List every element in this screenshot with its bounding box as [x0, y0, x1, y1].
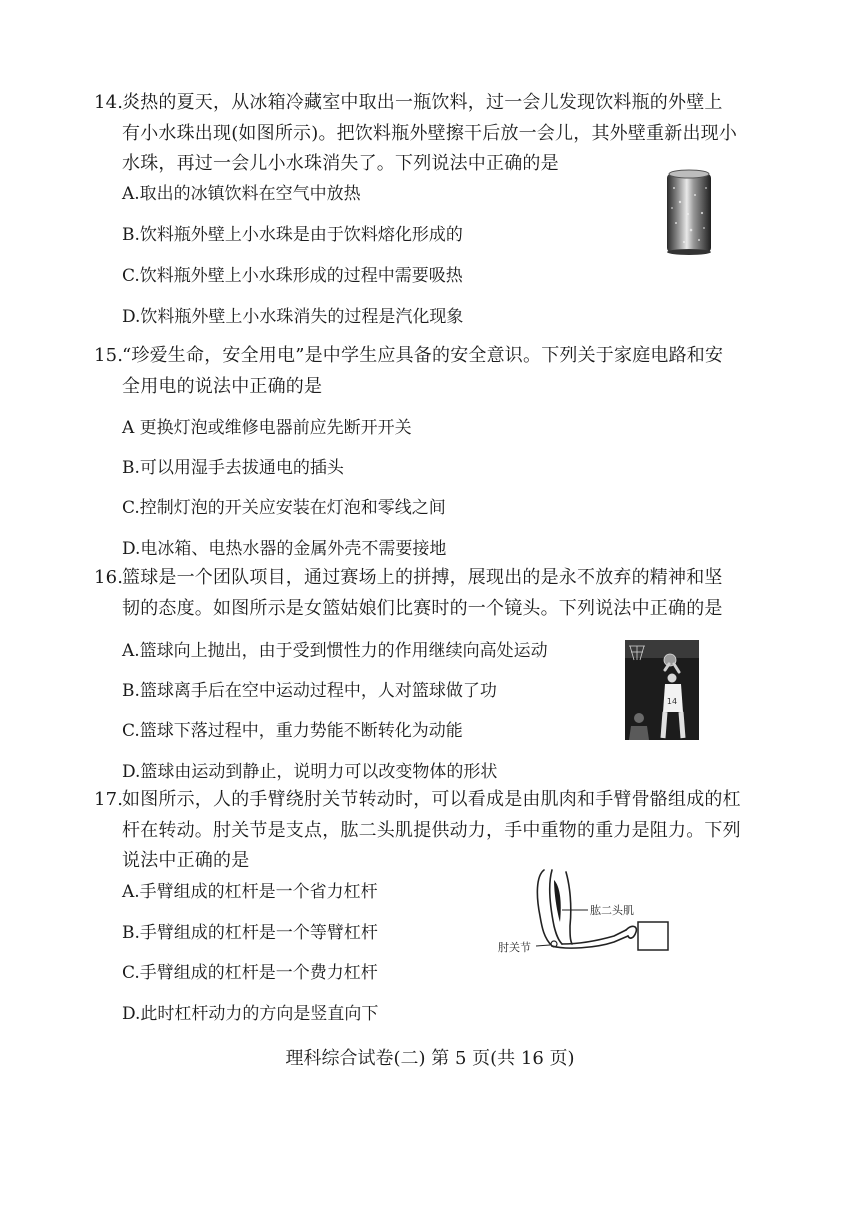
option-c: C.饮料瓶外壁上小水珠形成的过程中需要吸热 [122, 266, 463, 286]
question-number: 15. [94, 345, 124, 366]
basketball-photo [625, 640, 699, 740]
option-d: D.篮球由运动到静止，说明力可以改变物体的形状 [122, 762, 498, 782]
question-stem-line: 水珠，再过一会儿小水珠消失了。下列说法中正确的是 [122, 153, 559, 174]
option-b: B.可以用湿手去拔通电的插头 [122, 458, 344, 478]
jersey-number: 14 [666, 697, 678, 706]
option-a: A 更换灯泡或维修电器前应先断开开关 [122, 418, 412, 438]
question-stem-line: 韧的态度。如图所示是女篮姑娘们比赛时的一个镜头。下列说法中正确的是 [122, 598, 723, 619]
option-d: D.电冰箱、电热水器的金属外壳不需要接地 [122, 539, 447, 559]
question-stem-line: 说法中正确的是 [122, 850, 250, 871]
soda-can-image [664, 168, 714, 256]
option-d: D.此时杠杆动力的方向是竖直向下 [122, 1004, 379, 1024]
question-stem-line: “珍爱生命，安全用电”是中学生应具备的安全意识。下列关于家庭电路和安 [122, 345, 724, 366]
question-number: 14. [94, 92, 124, 113]
question-stem-line: 如图所示，人的手臂绕肘关节转动时，可以看成是由肌肉和手臂骨骼组成的杠 [122, 789, 741, 810]
page-footer: 理科综合试卷(二) 第 5 页(共 16 页) [285, 1048, 575, 1069]
option-d: D.饮料瓶外壁上小水珠消失的过程是汽化现象 [122, 307, 464, 327]
arm-lever-diagram [496, 866, 672, 960]
option-c: C.控制灯泡的开关应安装在灯泡和零线之间 [122, 498, 446, 518]
question-number: 16. [94, 567, 124, 588]
option-a: A.手臂组成的杠杆是一个省力杠杆 [122, 882, 378, 902]
question-stem-line: 杆在转动。肘关节是支点，肱二头肌提供动力，手中重物的重力是阻力。下列 [122, 820, 741, 841]
option-b: B.篮球离手后在空中运动过程中，人对篮球做了功 [122, 681, 497, 701]
option-c: C.手臂组成的杠杆是一个费力杠杆 [122, 963, 378, 983]
option-a: A.篮球向上抛出，由于受到惯性力的作用继续向高处运动 [122, 641, 548, 661]
question-stem-line: 炎热的夏天，从冰箱冷藏室中取出一瓶饮料，过一会儿发现饮料瓶的外壁上 [122, 92, 723, 113]
option-a: A.取出的冰镇饮料在空气中放热 [122, 184, 361, 204]
biceps-label: 肱二头肌 [590, 904, 634, 917]
option-b: B.手臂组成的杠杆是一个等臂杠杆 [122, 923, 378, 943]
question-stem-line: 篮球是一个团队项目，通过赛场上的拼搏，展现出的是永不放弃的精神和坚 [122, 567, 723, 588]
question-stem-line: 有小水珠出现(如图所示)。把饮料瓶外壁擦干后放一会儿，其外壁重新出现小 [122, 123, 738, 144]
option-b: B.饮料瓶外壁上小水珠是由于饮料熔化形成的 [122, 225, 463, 245]
question-stem-line: 全用电的说法中正确的是 [122, 376, 323, 397]
question-number: 17. [94, 789, 124, 810]
option-c: C.篮球下落过程中，重力势能不断转化为动能 [122, 721, 463, 741]
elbow-joint-label: 肘关节 [498, 941, 531, 954]
